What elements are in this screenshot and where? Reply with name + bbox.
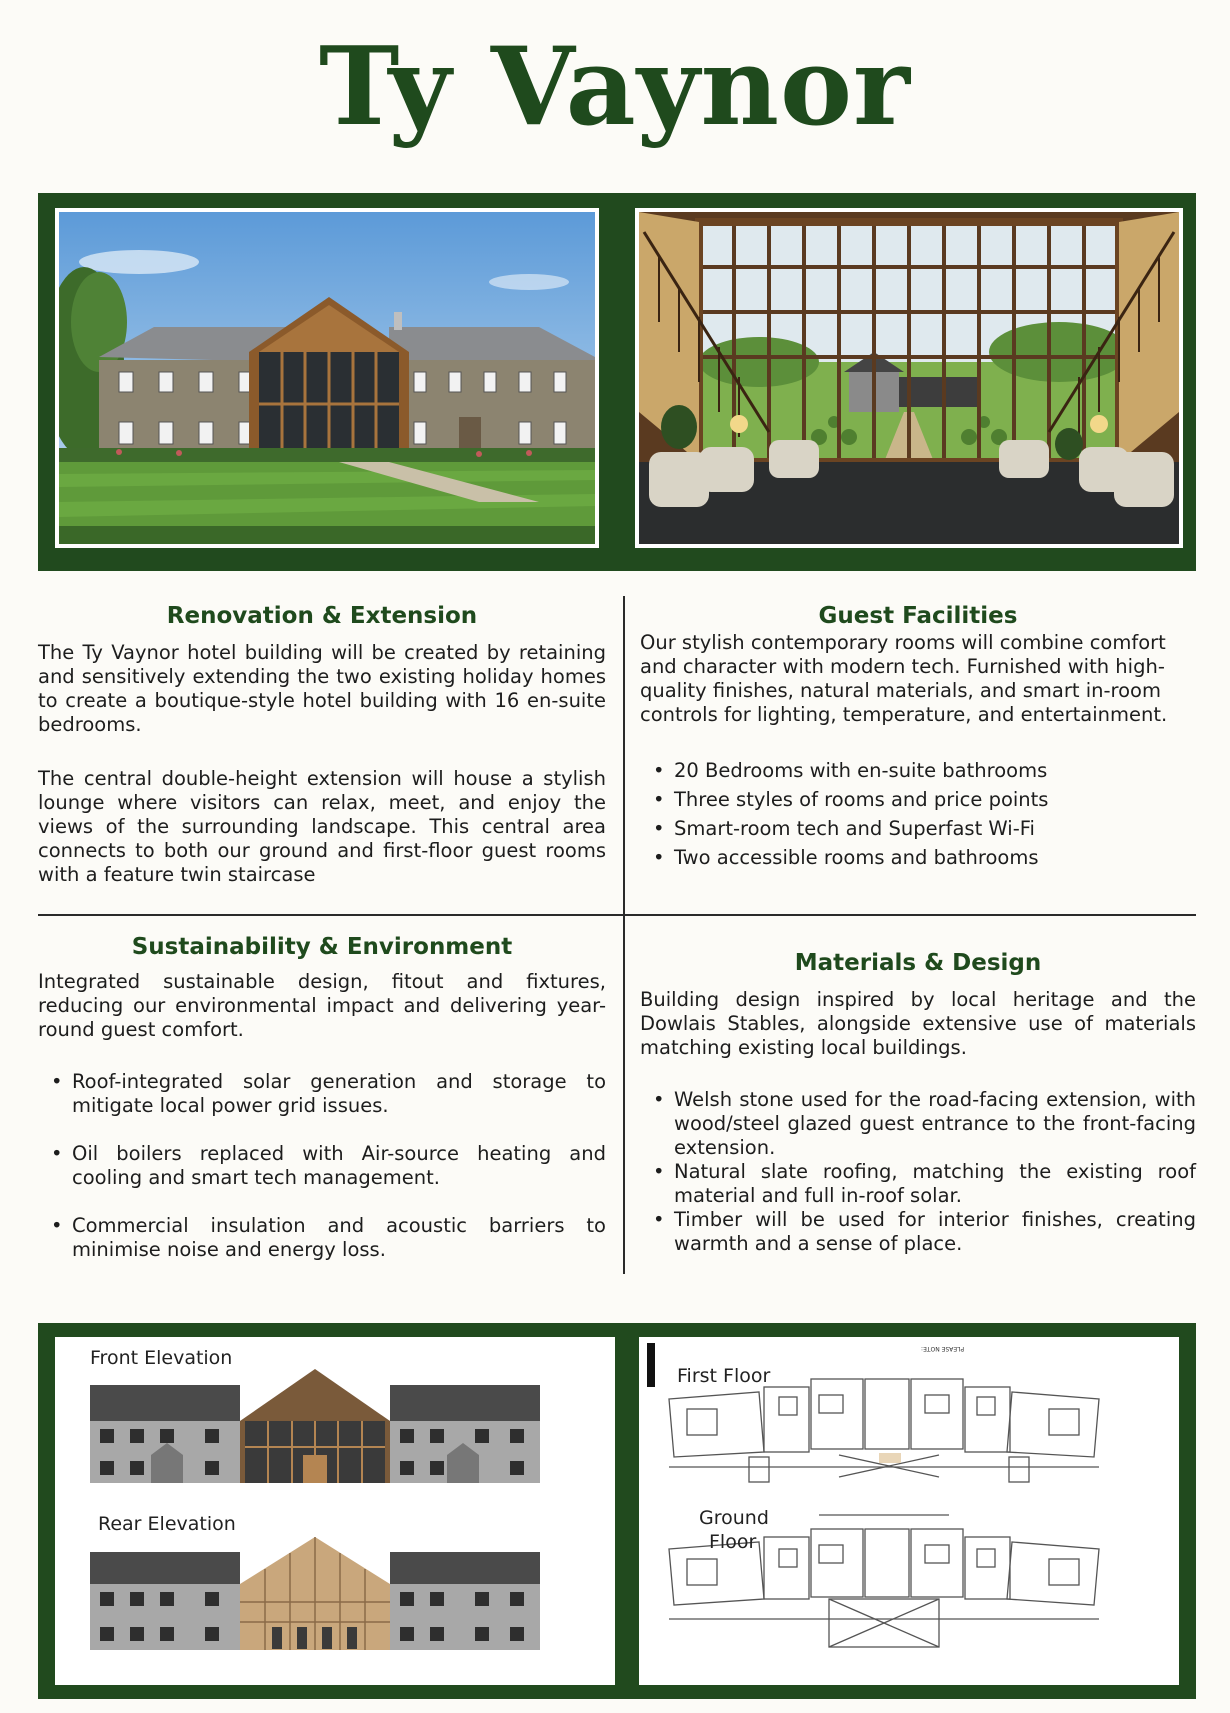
photo-frame (38, 193, 1196, 571)
section-divider (38, 914, 1196, 916)
guest-facilities-heading: Guest Facilities (818, 603, 1018, 629)
materials-list (640, 1088, 1196, 1256)
elevations-panel (55, 1337, 615, 1685)
plans-frame (38, 1323, 1196, 1699)
materials-paragraph: Building design inspired by local heritage and the Dowlais Stables, alongside extensive use of materials matching existing local buildings. (640, 988, 1196, 1059)
guest-facilities-section (640, 601, 1196, 870)
sustainability-section (38, 932, 606, 1262)
renovation-heading: Renovation & Extension (166, 603, 478, 629)
renovation-section (38, 601, 606, 887)
list-item: • Commercial insulation and acoustic barriers to minimise noise and energy loss. (38, 1214, 606, 1262)
front-elevation-label: Front Elevation (90, 1347, 233, 1369)
rear-elevation-label: Rear Elevation (98, 1513, 236, 1535)
list-item: • Oil boilers replaced with Air-source heating and cooling and smart tech management. (38, 1142, 606, 1190)
hotel-exterior-image (55, 208, 599, 548)
sustainability-paragraph: Integrated sustainable design, fitout and fixtures, reducing our environmental impact and delivering year-round guest comfort. (38, 970, 606, 1041)
elevation-drawings (55, 1337, 615, 1685)
list-item: • Roof-integrated solar generation and storage to mitigate local power grid issues. (38, 1070, 606, 1118)
lounge-interior-image (635, 208, 1183, 548)
list-item: • Natural slate roofing, matching the existing roof material and full in-roof solar. (640, 1160, 1196, 1208)
sustainability-list (38, 1070, 606, 1262)
ground-floor-label-2: Floor (709, 1531, 757, 1553)
list-item: • 20 Bedrooms with en-suite bathrooms (640, 759, 1196, 783)
guest-facilities-list (640, 759, 1196, 870)
guest-facilities-paragraph: Our stylish contemporary rooms will combine comfort and character with modern tech. Furnished with high-quality finishes, natural materials, and smart in-room controls for lighting, temperature, and entertainment. (640, 631, 1168, 726)
list-item: • Smart-room tech and Superfast Wi-Fi (640, 817, 1196, 841)
materials-heading: Materials & Design (794, 950, 1042, 976)
page-title: Ty Vaynor (319, 24, 911, 150)
floor-plans-panel (639, 1337, 1179, 1685)
column-divider-top (623, 596, 625, 914)
list-item: • Welsh stone used for the road-facing extension, with wood/steel glazed guest entrance to the front-facing extension. (640, 1088, 1196, 1160)
materials-section (640, 948, 1196, 1256)
first-floor-label: First Floor (677, 1365, 771, 1387)
list-item: • Three styles of rooms and price points (640, 788, 1196, 812)
list-item: • Timber will be used for interior finishes, creating warmth and a sense of place. (640, 1208, 1196, 1256)
ground-floor-label: Ground (699, 1507, 769, 1529)
sustainability-heading: Sustainability & Environment (131, 934, 513, 960)
renovation-paragraph-1: The Ty Vaynor hotel building will be created by retaining and sensitively extending the two existing holiday homes to create a boutique-style hotel building with 16 en-suite bedrooms. (38, 641, 606, 736)
column-divider-bottom (623, 916, 625, 1274)
list-item: • Two accessible rooms and bathrooms (640, 846, 1196, 870)
plan-note: PLEASE NOTE: (921, 1345, 965, 1352)
renovation-paragraph-2: The central double-height extension will house a stylish lounge where visitors can relax, meet, and enjoy the views of the surrounding landscape. This central area connects to both our ground and first-floor guest rooms with a feature twin staircase (38, 767, 606, 886)
